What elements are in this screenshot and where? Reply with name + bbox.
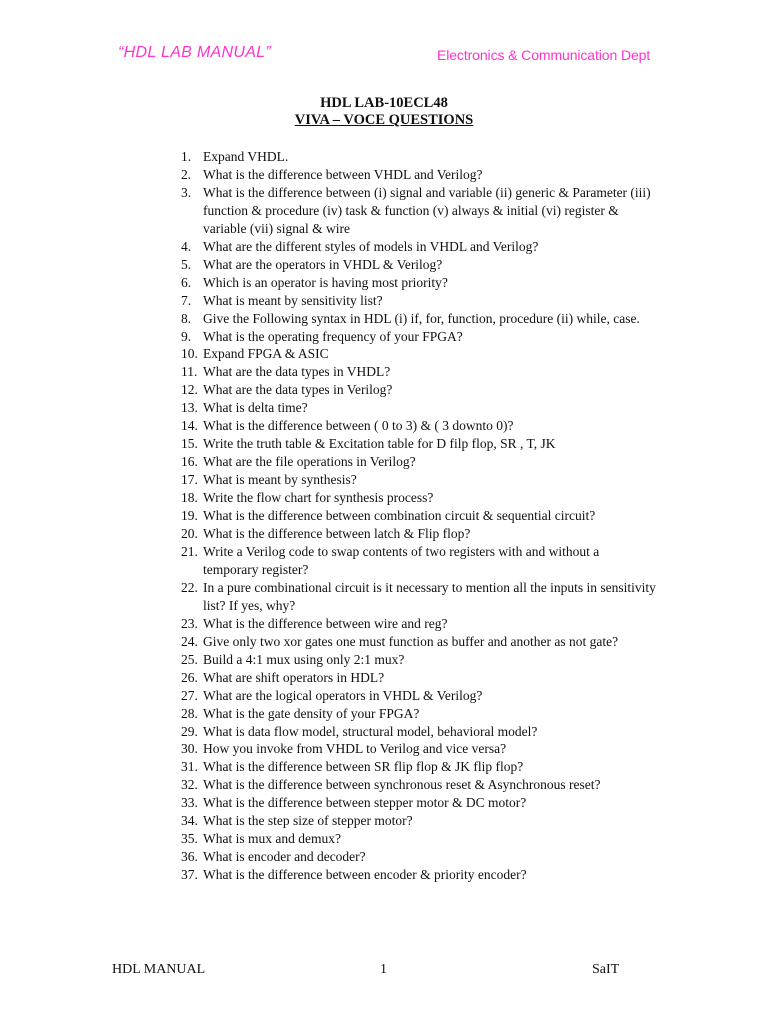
question-text: What are the logical operators in VHDL & Verilog?: [203, 687, 483, 703]
question-number: 32.: [181, 777, 198, 793]
question-text: What are the data types in Verilog?: [203, 382, 393, 398]
question-text: What is the difference between encoder & priority encoder?: [203, 867, 527, 883]
question-item: [181, 238, 656, 256]
question-text: What is the difference between stepper motor & DC motor?: [203, 795, 527, 811]
question-text: What is mux and demux?: [203, 831, 341, 847]
question-number: 18.: [181, 490, 198, 506]
question-number: 23.: [181, 615, 198, 631]
question-number: 14.: [181, 418, 198, 434]
question-text: What is the difference between latch & Flip flop?: [203, 526, 471, 542]
header-department: Electronics & Communication Dept: [437, 47, 651, 63]
question-number: 12.: [181, 382, 198, 398]
question-number: 2.: [181, 166, 192, 182]
question-number: 34.: [181, 813, 198, 829]
question-item: [181, 687, 656, 705]
question-list: [181, 148, 656, 884]
question-text: What is the operating frequency of your FPGA?: [203, 328, 463, 344]
question-text: What is the difference between (i) signal and variable (ii) generic & Parameter (iii) function & procedure (iv) task & function (v) always & initial (vi) register & variable (vii) signal & wire: [203, 184, 651, 236]
question-text: How you invoke from VHDL to Verilog and vice versa?: [203, 741, 507, 757]
question-text: In a pure combinational circuit is it necessary to mention all the inputs in sensitivity list? If yes, why?: [203, 579, 656, 613]
question-text: What are the data types in VHDL?: [203, 364, 391, 380]
question-item: [181, 776, 656, 794]
question-item: [181, 256, 656, 274]
question-number: 5.: [181, 256, 192, 272]
question-number: 8.: [181, 310, 192, 326]
question-item: [181, 292, 656, 310]
question-number: 28.: [181, 705, 198, 721]
question-text: Give only two xor gates one must function as buffer and another as not gate?: [203, 633, 619, 649]
question-item: [181, 615, 656, 633]
question-number: 25.: [181, 651, 198, 667]
question-number: 26.: [181, 669, 198, 685]
question-number: 6.: [181, 274, 192, 290]
question-item: [181, 328, 656, 346]
question-number: 19.: [181, 508, 198, 524]
question-item: [181, 543, 656, 579]
question-item: [181, 166, 656, 184]
question-number: 24.: [181, 633, 198, 649]
question-text: What is the difference between VHDL and Verilog?: [203, 166, 483, 182]
question-text: What is the difference between wire and reg?: [203, 615, 448, 631]
question-item: [181, 866, 656, 884]
question-text: What is the difference between synchronous reset & Asynchronous reset?: [203, 777, 601, 793]
question-text: What is encoder and decoder?: [203, 849, 366, 865]
question-number: 3.: [181, 184, 192, 200]
question-item: [181, 184, 656, 238]
question-item: [181, 399, 656, 417]
question-item: [181, 274, 656, 292]
question-number: 11.: [181, 364, 198, 380]
question-item: [181, 830, 656, 848]
question-text: What are the operators in VHDL & Verilog?: [203, 256, 443, 272]
question-number: 10.: [181, 346, 198, 362]
question-item: [181, 471, 656, 489]
question-item: [181, 363, 656, 381]
question-item: [181, 435, 656, 453]
question-item: [181, 417, 656, 435]
question-number: 37.: [181, 867, 198, 883]
question-item: [181, 148, 656, 166]
page-number: 1: [380, 962, 387, 977]
question-item: [181, 579, 656, 615]
question-number: 13.: [181, 400, 198, 416]
document-subtitle: VIVA – VOCE QUESTIONS: [294, 112, 474, 128]
question-text: Give the Following syntax in HDL (i) if, for, function, procedure (ii) while, case.: [203, 310, 640, 326]
question-number: 29.: [181, 723, 198, 739]
question-number: 31.: [181, 759, 198, 775]
question-text: Expand FPGA & ASIC: [203, 346, 329, 362]
question-item: [181, 489, 656, 507]
question-item: [181, 453, 656, 471]
question-number: 15.: [181, 436, 198, 452]
question-item: [181, 723, 656, 741]
question-text: What is the step size of stepper motor?: [203, 813, 413, 829]
question-number: 33.: [181, 795, 198, 811]
question-number: 20.: [181, 526, 198, 542]
question-text: What is the difference between ( 0 to 3) & ( 3 downto 0)?: [203, 418, 514, 434]
question-text: What are the file operations in Verilog?: [203, 454, 416, 470]
question-item: [181, 651, 656, 669]
question-number: 21.: [181, 543, 198, 559]
question-number: 9.: [181, 328, 192, 344]
question-text: What is meant by sensitivity list?: [203, 292, 383, 308]
question-number: 35.: [181, 831, 198, 847]
question-item: [181, 848, 656, 866]
question-item: [181, 310, 656, 328]
question-item: [181, 758, 656, 776]
question-item: [181, 705, 656, 723]
question-number: 17.: [181, 472, 198, 488]
question-text: What are the different styles of models in VHDL and Verilog?: [203, 238, 539, 254]
question-text: What is meant by synthesis?: [203, 472, 357, 488]
footer-manual-name: HDL MANUAL: [112, 962, 206, 977]
question-number: 1.: [181, 149, 192, 164]
question-number: 4.: [181, 238, 192, 254]
question-text: What is the gate density of your FPGA?: [203, 705, 420, 721]
question-item: [181, 669, 656, 687]
question-text: Expand VHDL.: [203, 149, 289, 164]
question-text: What is the difference between combination circuit & sequential circuit?: [203, 508, 596, 524]
question-number: 22.: [181, 579, 198, 595]
question-item: [181, 525, 656, 543]
question-item: [181, 633, 656, 651]
question-item: [181, 794, 656, 812]
footer-institute: SaIT: [592, 962, 620, 977]
question-number: 30.: [181, 741, 198, 757]
question-item: [181, 740, 656, 758]
question-text: Write a Verilog code to swap contents of two registers with and without a temporary register?: [203, 543, 600, 577]
header-manual-title: “HDL LAB MANUAL”: [118, 44, 271, 61]
question-text: What is delta time?: [203, 400, 308, 416]
question-number: 16.: [181, 454, 198, 470]
question-text: Build a 4:1 mux using only 2:1 mux?: [203, 651, 405, 667]
question-text: Write the flow chart for synthesis process?: [203, 490, 434, 506]
question-text: What are shift operators in HDL?: [203, 669, 385, 685]
question-number: 27.: [181, 687, 198, 703]
question-text: What is data flow model, structural model, behavioral model?: [203, 723, 538, 739]
question-item: [181, 345, 656, 363]
question-number: 7.: [181, 292, 192, 308]
question-text: What is the difference between SR flip flop & JK flip flop?: [203, 759, 524, 775]
question-text: Which is an operator is having most priority?: [203, 274, 448, 290]
question-item: [181, 507, 656, 525]
document-title: HDL LAB-10ECL48: [320, 95, 448, 111]
question-item: [181, 812, 656, 830]
question-item: [181, 381, 656, 399]
question-text: Write the truth table & Excitation table for D filp flop, SR , T, JK: [203, 436, 556, 452]
question-number: 36.: [181, 849, 198, 865]
